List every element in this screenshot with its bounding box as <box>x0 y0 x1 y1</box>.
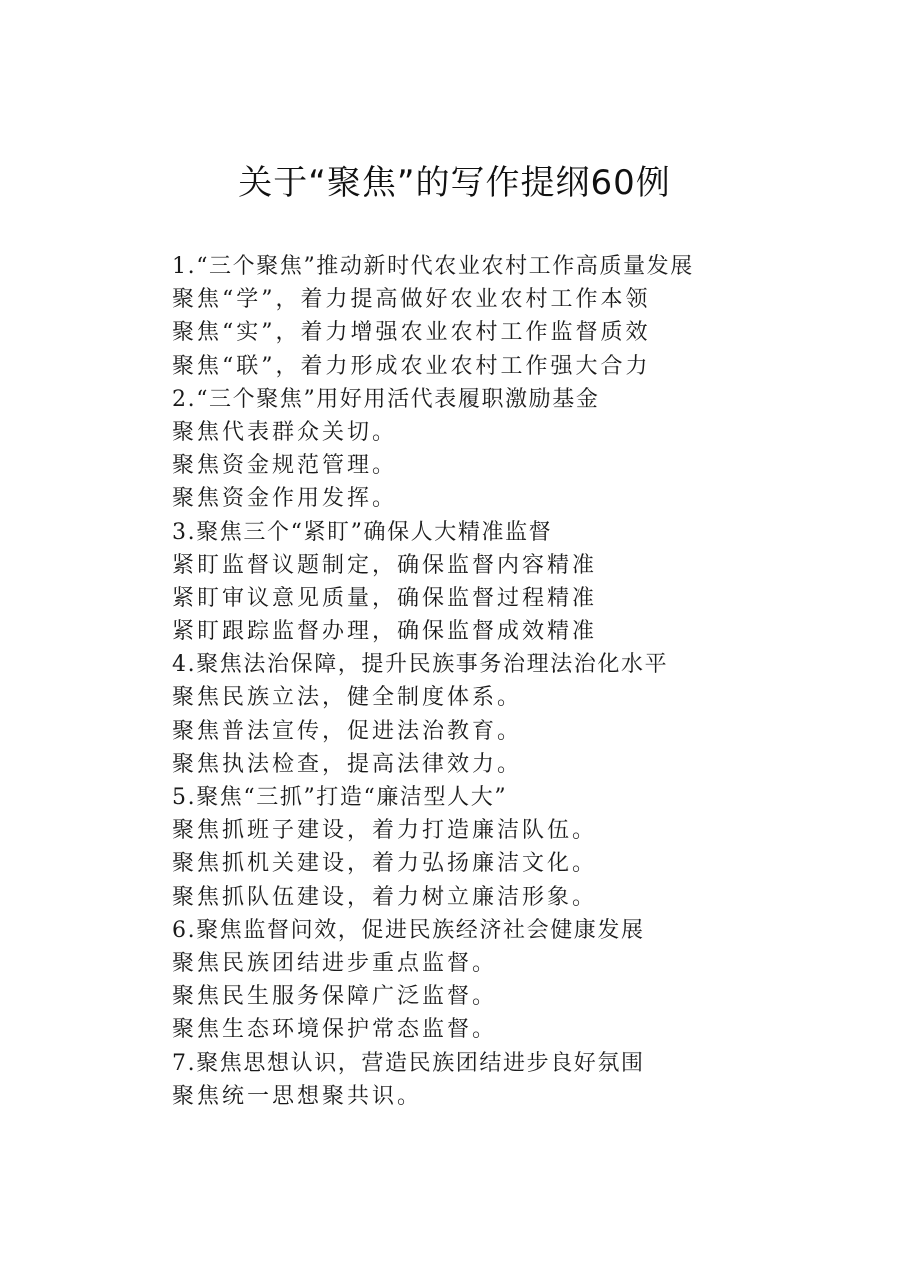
outline-item: 聚焦抓班子建设，着力打造廉洁队伍。 <box>172 818 598 844</box>
outline-heading: 4.聚焦法治保障，提升民族事务治理法治化水平 <box>172 652 669 678</box>
outline-item: 聚焦代表群众关切。 <box>172 419 398 445</box>
outline-item: 紧盯审议意见质量，确保监督过程精准 <box>172 585 598 611</box>
outline-item: 紧盯监督议题制定，确保监督内容精准 <box>172 552 598 578</box>
outline-item: 聚焦民生服务保障广泛监督。 <box>172 984 498 1010</box>
outline-heading: 7.聚焦思想认识，营造民族团结进步良好氛围 <box>172 1050 645 1076</box>
outline-item: 聚焦“实”，着力增强农业农村工作监督质效 <box>172 320 651 346</box>
outline-item: 聚焦统一思想聚共识。 <box>172 1083 423 1109</box>
outline-item: 聚焦普法宣传，促进法治教育。 <box>172 718 523 744</box>
outline-heading: 1.“三个聚焦”推动新时代农业农村工作高质量发展 <box>172 254 694 279</box>
outline-item: 聚焦资金规范管理。 <box>172 453 398 479</box>
outline-heading: 3.聚焦三个“紧盯”确保人大精准监督 <box>172 519 553 545</box>
outline-list <box>172 250 812 1113</box>
outline-item: 聚焦“联”，着力形成农业农村工作强大合力 <box>172 353 651 379</box>
outline-item: 聚焦“学”，着力提高做好农业农村工作本领 <box>172 287 651 313</box>
outline-item: 聚焦抓机关建设，着力弘扬廉洁文化。 <box>172 851 598 877</box>
outline-item: 聚焦民族立法，健全制度体系。 <box>172 685 523 711</box>
outline-heading: 5.聚焦“三抓”打造“廉洁型人大” <box>172 785 508 810</box>
outline-item: 聚焦生态环境保护常态监督。 <box>172 1017 498 1043</box>
outline-heading: 6.聚焦监督问效，促进民族经济社会健康发展 <box>172 917 645 943</box>
document-title: 关于“聚焦”的写作提纲60例 <box>238 163 671 203</box>
outline-heading: 2.“三个聚焦”用好用活代表履职激励基金 <box>172 386 600 412</box>
outline-item: 聚焦资金作用发挥。 <box>172 486 398 512</box>
outline-item: 紧盯跟踪监督办理，确保监督成效精准 <box>172 619 598 645</box>
outline-item: 聚焦执法检查，提高法律效力。 <box>172 751 523 777</box>
outline-item: 聚焦抓队伍建设，着力树立廉洁形象。 <box>172 884 598 910</box>
outline-item: 聚焦民族团结进步重点监督。 <box>172 950 498 976</box>
